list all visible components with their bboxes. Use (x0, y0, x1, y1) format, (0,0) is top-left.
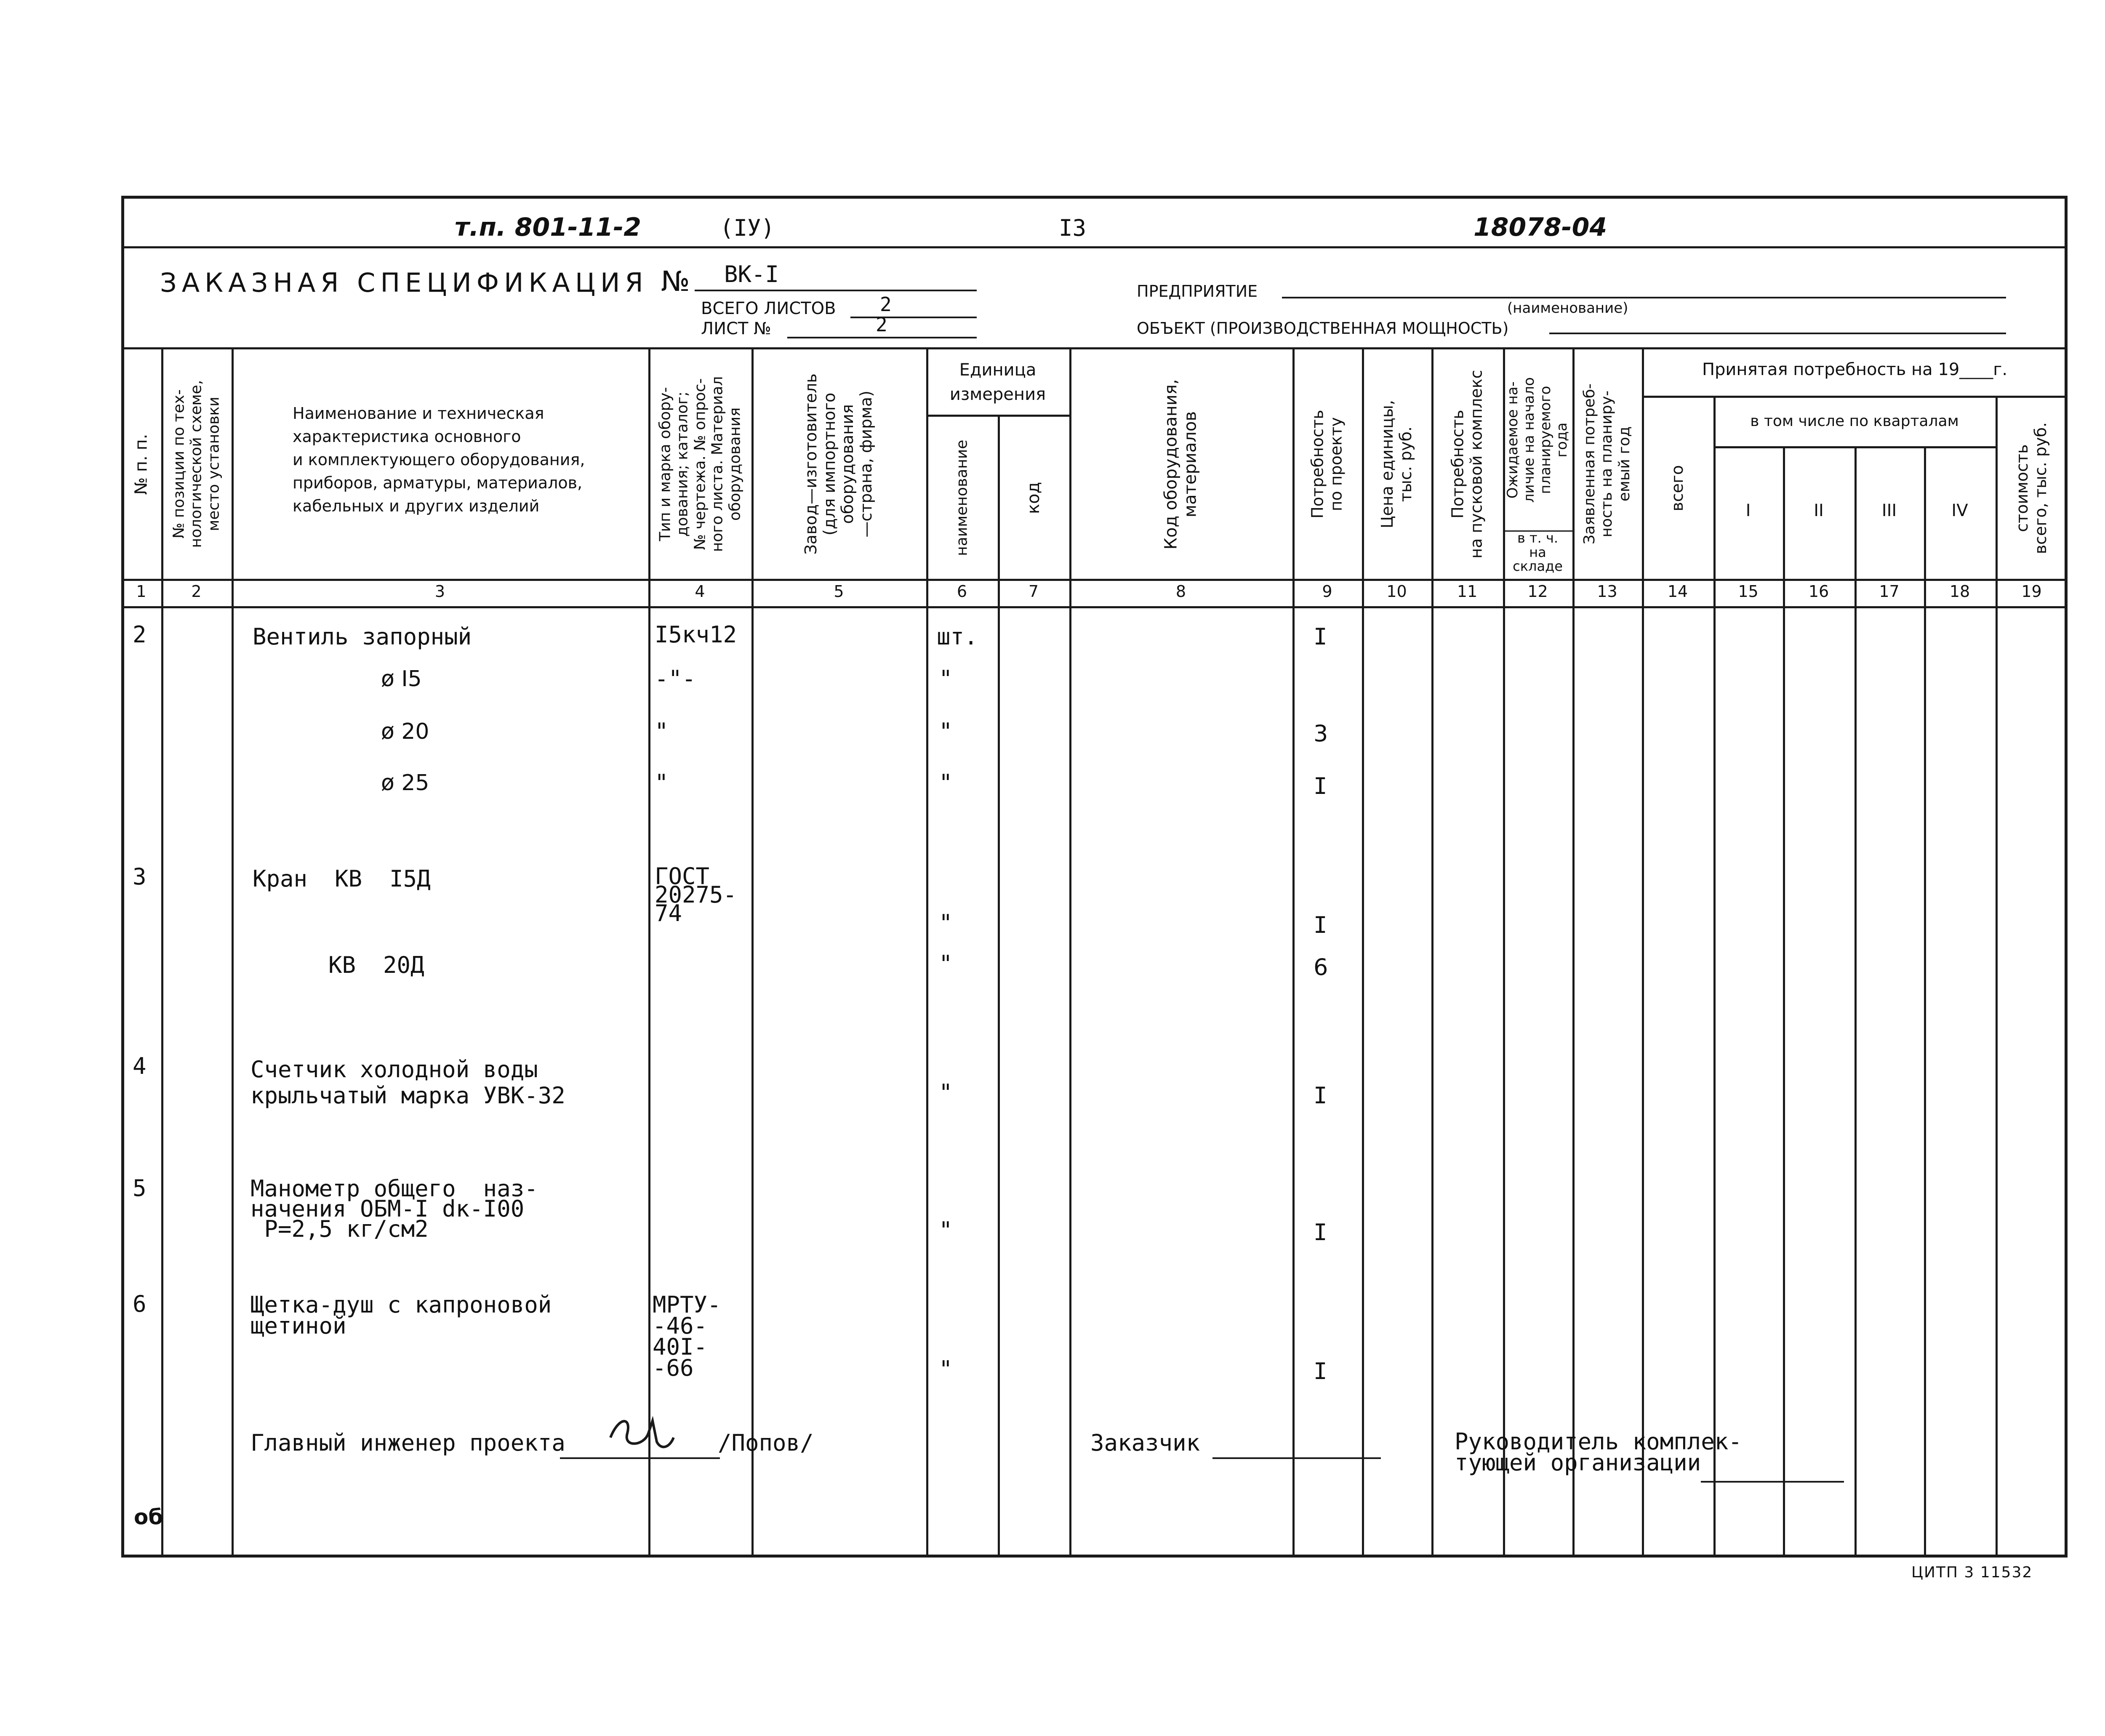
quarter-3-header: III (1881, 501, 1897, 520)
quarter-2-header: II (1814, 501, 1824, 520)
row-qty: I (1314, 912, 1327, 938)
total-sheets-line (850, 317, 977, 318)
col-number: 18 (1949, 582, 1970, 601)
col-header-14: всего (1668, 465, 1687, 511)
col-line-16 (1855, 446, 1857, 1555)
page-number: I3 (1059, 215, 1087, 241)
row-unit: " (939, 1079, 953, 1106)
col-number: 19 (2021, 582, 2042, 601)
object-label: ОБЪЕКТ (ПРОИЗВОДСТВЕННАЯ МОЩНОСТЬ) (1137, 319, 1509, 338)
sheet-label: ЛИСТ № (701, 319, 771, 338)
col-header-1: № п. п. (131, 434, 151, 495)
row-qty: 3 (1314, 720, 1328, 747)
col-header-11: Потребность на пусковой комплекс (1448, 370, 1485, 559)
number-sign: № (661, 265, 690, 298)
row-name: Манометр общего наз- начения ОБМ-I dк-I00 P=2,5 кг/см2 (250, 1175, 538, 1242)
row-name: ø I5 (381, 666, 422, 692)
col-header-4: Тип и марка обору- дования; каталог; № чертежа. № опрос- ного листа. Материал оборудования (656, 376, 743, 552)
sheet-line (787, 337, 977, 338)
col-number: 9 (1322, 582, 1332, 601)
tp-number: т.п. 801-11-2 (455, 213, 641, 242)
col-number: 3 (434, 582, 445, 601)
row-unit: " (939, 1356, 953, 1382)
col-line-15 (1783, 446, 1785, 1555)
col-number: 2 (191, 582, 202, 601)
col-number: 15 (1738, 582, 1759, 601)
album-number: 18078-04 (1474, 213, 1607, 242)
col-header-13: Заявленная потреб- ность на планиру- емый год (1581, 383, 1633, 545)
row-unit: " (939, 910, 953, 936)
col-number: 8 (1175, 582, 1186, 601)
col-number: 14 (1667, 582, 1688, 601)
row-qty: I (1314, 1219, 1327, 1246)
footer-code: ЦИТП 3 11532 (1911, 1564, 2033, 1581)
row-qty: I (1314, 773, 1327, 799)
row-qty: I (1314, 1082, 1327, 1109)
col-number: 16 (1808, 582, 1829, 601)
enterprise-line (1282, 297, 2006, 298)
column-number-bottom-line (121, 606, 2068, 608)
col-number: 10 (1386, 582, 1407, 601)
col-header-6: наименование (953, 439, 971, 556)
supplier-signature-line (1701, 1481, 1844, 1483)
row-number: 2 (133, 621, 147, 648)
row-unit: шт. (937, 623, 978, 650)
accepted-need-header: Принятая потребность на 19____г. (1702, 360, 2008, 379)
unit-group-header: Единица измерения (949, 360, 1046, 404)
row-name: ø 20 (381, 719, 429, 744)
row-name: КВ 20Д (328, 952, 424, 978)
quarters-header: в том числе по кварталам (1750, 413, 1959, 430)
col-line-17 (1924, 446, 1926, 1555)
quarter-1-header: I (1745, 501, 1751, 520)
col-header-2: № позиции по тех- нологической схеме, место установки (170, 380, 223, 548)
row-unit: " (939, 1217, 953, 1243)
spec-number: ВК-I (724, 261, 779, 288)
row-type: " (655, 718, 669, 745)
col-number: 4 (695, 582, 705, 601)
row-number: 4 (133, 1053, 147, 1079)
col-number: 6 (957, 582, 967, 601)
customer-label: Заказчик (1090, 1430, 1200, 1456)
col-header-3: Наименование и техническая характеристика основного и комплектующего оборудования, приборов, арматуры, материалов, кабельных и других изделий (293, 404, 585, 516)
col-line-14 (1713, 396, 1716, 1555)
total-sheets-value: 2 (880, 293, 892, 316)
col-header-12b: в т. ч. на складе (1513, 530, 1563, 575)
signature-scribble (602, 1408, 686, 1459)
col-number: 12 (1527, 582, 1548, 601)
col-header-19: стоимость всего, тыс. руб. (2012, 422, 2050, 554)
row-type: ГОСТ 20275- 74 (655, 863, 737, 927)
row-unit: " (939, 951, 953, 977)
header-divider (121, 246, 2068, 248)
col-header-8: Код оборудования, материалов (1162, 378, 1200, 550)
quarter-4-header: IV (1951, 501, 1968, 520)
enterprise-label: ПРЕДПРИЯТИЕ (1137, 282, 1258, 301)
spec-number-line (695, 290, 977, 291)
customer-signature-line (1212, 1457, 1381, 1459)
sheet-value: 2 (876, 313, 887, 336)
row-unit: " (939, 666, 953, 692)
row-type: МРТУ- -46- 40I- -66 (653, 1291, 721, 1381)
row-type: " (655, 769, 669, 796)
row-type: I5кч12 (655, 621, 737, 648)
col-number: 1 (136, 582, 147, 601)
col-header-5: Завод—изготовитель (для импортного оборудования —страна, фирма) (802, 373, 876, 555)
row-qty: 6 (1314, 954, 1328, 980)
col-number: 11 (1457, 582, 1478, 601)
row-unit: " (939, 769, 953, 796)
col-header-7: код (1023, 482, 1043, 514)
supplier-label: Руководитель комплек- тующей организации (1455, 1428, 1742, 1476)
chief-engineer-name: /Попов/ (718, 1430, 814, 1456)
row-type: -"- (655, 666, 696, 692)
chief-engineer-label: Главный инженер проекта (250, 1430, 565, 1456)
col-number: 13 (1597, 582, 1617, 601)
quarters-subheader-line (1713, 446, 1996, 448)
row-qty: I (1314, 1358, 1327, 1385)
row-name: Счетчик холодной воды крыльчатый марка УВК-32 (250, 1056, 565, 1109)
col-line-2 (232, 347, 234, 1555)
row-qty: I (1314, 623, 1327, 650)
col-number: 7 (1028, 582, 1039, 601)
row-number: 5 (133, 1175, 147, 1201)
col-header-10: Цена единицы, тыс. руб. (1378, 400, 1415, 528)
row-number: 6 (133, 1291, 147, 1317)
form-title: ЗАКАЗНАЯ СПЕЦИФИКАЦИЯ (160, 267, 648, 298)
row-name: ø 25 (381, 770, 429, 796)
col-number: 5 (834, 582, 844, 601)
row-name: Щетка-душ с капроновой щетиной (250, 1291, 552, 1339)
margin-mark: об (134, 1505, 163, 1529)
object-line (1549, 333, 2006, 334)
col-header-9: Потребность по проекту (1308, 410, 1346, 519)
row-name: Кран КВ I5Д (253, 865, 431, 892)
volume-number: (IУ) (720, 215, 775, 241)
row-name: Вентиль запорный (253, 623, 472, 650)
total-sheets-label: ВСЕГО ЛИСТОВ (701, 299, 836, 318)
row-number: 3 (133, 863, 147, 890)
col-header-12: Ожидаемое на- личие на начало планируемого года (1504, 377, 1571, 503)
col-number: 17 (1879, 582, 1900, 601)
name-hint: (наименование) (1507, 300, 1628, 317)
row-unit: " (939, 718, 953, 745)
